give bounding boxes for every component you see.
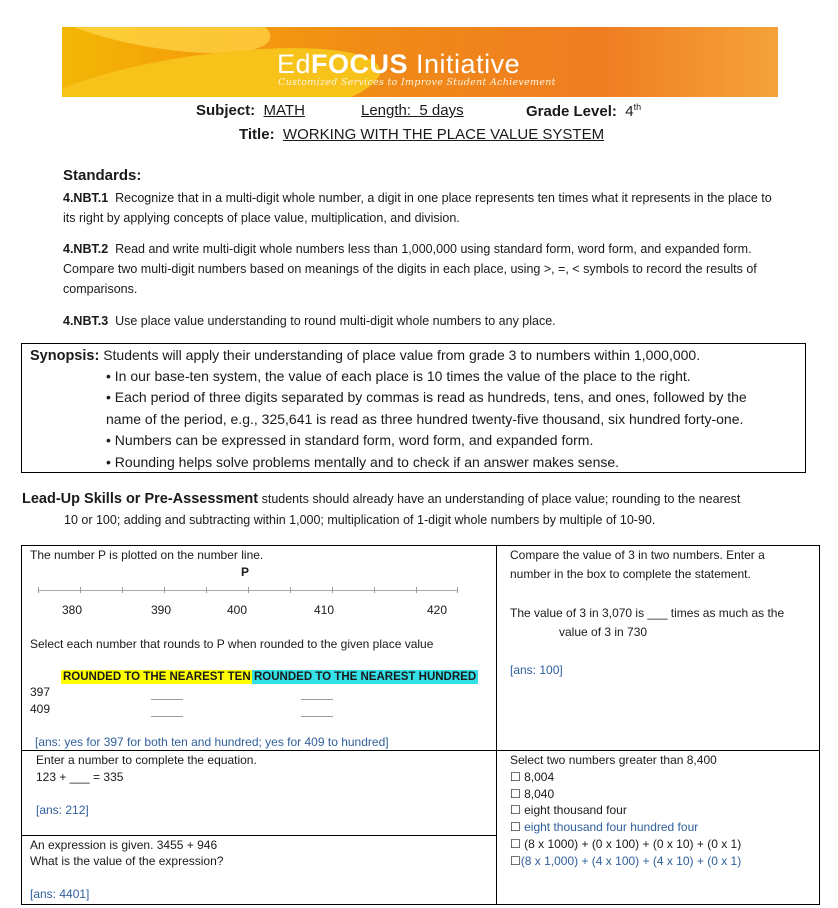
number-line-tick	[374, 587, 375, 593]
number-line-point-label: P	[241, 565, 250, 579]
number-line-tick-label: 420	[427, 603, 448, 617]
column-header-nearest-hundred: ROUNDED TO THE NEAREST HUNDRED	[254, 671, 477, 683]
q4-option-correct[interactable]: ☐(8 x 1,000) + (4 x 100) + (4 x 10) + (0 x 1)	[510, 854, 742, 868]
q1-row-number: 397	[30, 685, 51, 699]
q2-answer: [ans: 100]	[510, 663, 563, 677]
number-line-tick	[38, 587, 39, 593]
answer-blank-409-ten[interactable]	[151, 710, 183, 717]
grade-level-field: Grade Level: 4th	[526, 102, 642, 120]
q2-statement: value of 3 in 730	[559, 625, 648, 639]
number-line-tick	[164, 587, 165, 593]
synopsis-bullet: • Numbers can be expressed in standard form, word form, and expanded form.	[106, 432, 594, 448]
q5-question: What is the value of the expression?	[30, 854, 224, 868]
answer-blank-397-ten[interactable]	[151, 693, 183, 700]
number-line-tick	[416, 587, 417, 593]
q1-select-prompt: Select each number that rounds to P when rounded to the given place value	[30, 637, 434, 651]
checkbox-icon[interactable]: ☐	[510, 837, 521, 851]
number-line-tick	[206, 587, 207, 593]
q4-option-correct[interactable]: ☐ eight thousand four hundred four	[510, 820, 699, 834]
number-line-tick-label: 400	[227, 603, 248, 617]
q5-answer: [ans: 4401]	[30, 887, 90, 901]
lesson-title: Title: WORKING WITH THE PLACE VALUE SYSTEM	[239, 126, 605, 143]
number-line-tick	[290, 587, 291, 593]
number-line-tick	[248, 587, 249, 593]
synopsis-bullet: • Each period of three digits separated by commas is read as hundreds, tens, and ones, followed by the	[106, 389, 747, 405]
q1-prompt: The number P is plotted on the number line.	[30, 548, 264, 562]
answer-blank-397-hundred[interactable]	[301, 693, 333, 700]
checkbox-icon[interactable]: ☐	[510, 770, 521, 784]
q2-prompt: number in the box to complete the statement.	[510, 567, 751, 581]
q4-prompt: Select two numbers greater than 8,400	[510, 753, 717, 767]
q1-row-number: 409	[30, 702, 51, 716]
synopsis-bullet: • In our base-ten system, the value of each place is 10 times the value of the place to the right.	[106, 368, 691, 384]
q1-answer: [ans: yes for 397 for both ten and hundred; yes for 409 to hundred]	[35, 735, 389, 749]
q3-equation: 123 + ___ = 335	[36, 770, 124, 784]
number-line-tick-label: 410	[314, 603, 335, 617]
number-line-tick	[457, 587, 458, 593]
q2-prompt: Compare the value of 3 in two numbers. Enter a	[510, 548, 765, 562]
number-line-tick-label: 390	[151, 603, 172, 617]
leadup-skills: Lead-Up Skills or Pre-Assessment students should already have an understanding of place value; rounding to the nearest 10 or 100; adding and subtracting within 1,000; multiplication of 1-digit whole numbers by multiple of 10-90.	[22, 491, 741, 527]
standards-heading: Standards:	[63, 167, 142, 184]
checkbox-icon[interactable]: ☐	[510, 820, 521, 834]
q2-statement: The value of 3 in 3,070 is ___ times as much as the	[510, 606, 785, 620]
standard-item: 4.NBT.1 Recognize that in a multi-digit whole number, a digit in one place represents ten times what it represents in the place to its right by applying concepts of place value, multiplication, and division.	[63, 191, 772, 225]
synopsis-bullet: name of the period, e.g., 325,641 is read as three hundred twenty-five thousand, six hundred forty-one.	[106, 411, 744, 427]
synopsis-bullet: • Rounding helps solve problems mentally and to check if an answer makes sense.	[106, 454, 620, 470]
q4-option[interactable]: ☐ eight thousand four	[510, 803, 627, 817]
q5-prompt: An expression is given. 3455 + 946	[30, 838, 218, 852]
checkbox-icon[interactable]: ☐	[510, 854, 521, 868]
checkbox-icon[interactable]: ☐	[510, 787, 521, 801]
synopsis-intro: Synopsis: Students will apply their understanding of place value from grade 3 to numbers within 1,000,000.	[30, 347, 701, 364]
number-line-tick	[80, 587, 81, 593]
length-field: Length: 5 days	[361, 102, 464, 119]
standard-item: 4.NBT.3 Use place value understanding to round multi-digit whole numbers to any place.	[63, 314, 556, 328]
standard-item: 4.NBT.2 Read and write multi-digit whole numbers less than 1,000,000 using standard form, word form, and expanded form. Compare two multi-digit numbers based on meanings of the digits in each place, using >, =, < symbols to record the results of comparisons.	[63, 242, 757, 296]
q3-prompt: Enter a number to complete the equation.	[36, 753, 257, 767]
number-line-tick	[332, 587, 333, 593]
banner-logo-text: EdFOCUS Initiative	[277, 49, 521, 79]
q4-option[interactable]: ☐ (8 x 1000) + (0 x 100) + (0 x 10) + (0 x 1)	[510, 837, 742, 851]
subject-field: Subject: MATH	[196, 102, 305, 119]
q4-option[interactable]: ☐ 8,040	[510, 787, 555, 801]
banner-tagline: Customized Services to Improve Student Achievement	[278, 77, 556, 88]
column-header-nearest-ten: ROUNDED TO THE NEAREST TEN	[63, 671, 251, 683]
edfocus-banner	[62, 27, 778, 97]
synopsis-box	[21, 343, 806, 473]
checkbox-icon[interactable]: ☐	[510, 803, 521, 817]
q3-answer: [ans: 212]	[36, 803, 89, 817]
number-line-tick-label: 380	[62, 603, 83, 617]
answer-blank-409-hundred[interactable]	[301, 710, 333, 717]
q4-option[interactable]: ☐ 8,004	[510, 770, 555, 784]
number-line-tick	[122, 587, 123, 593]
